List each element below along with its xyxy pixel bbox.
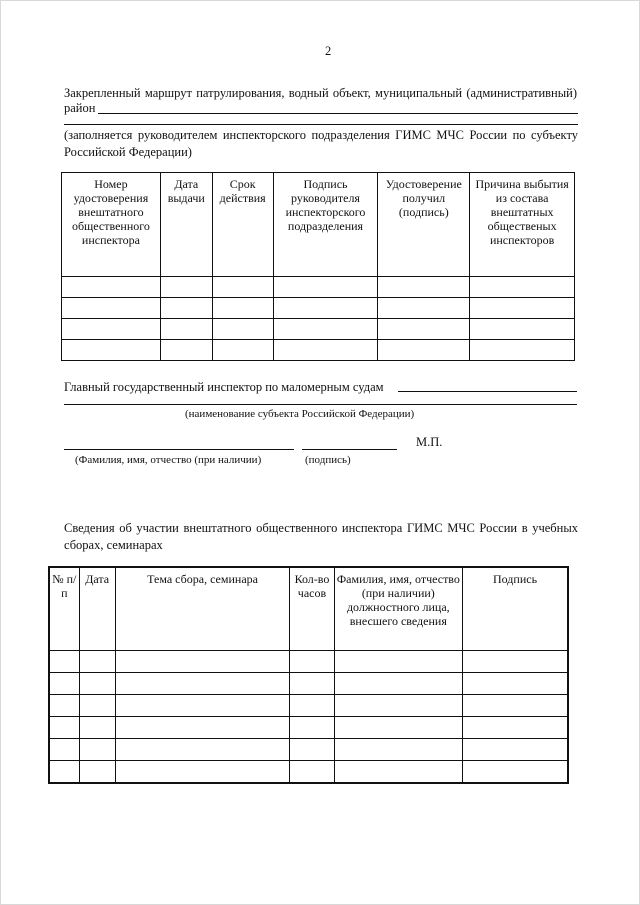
table-cell[interactable] [334, 673, 462, 695]
table-row [62, 298, 575, 319]
route-line-1: Закрепленный маршрут патрулирования, водный объект, муниципальный (административный) [64, 86, 577, 100]
page-number: 2 [325, 44, 332, 58]
table-cell[interactable] [290, 651, 334, 673]
signature-caption: (подпись) [305, 454, 351, 466]
header-row-number: № п/п [49, 567, 79, 651]
table-cell[interactable] [290, 695, 334, 717]
table-cell[interactable] [79, 761, 115, 784]
table-cell[interactable] [378, 319, 470, 340]
table-cell[interactable] [160, 319, 212, 340]
table-cell[interactable] [470, 340, 575, 361]
table-cell[interactable] [378, 340, 470, 361]
table-cell[interactable] [470, 298, 575, 319]
table-cell[interactable] [463, 651, 568, 673]
table-cell[interactable] [115, 673, 290, 695]
subject-name-field[interactable] [64, 404, 577, 405]
table-cell[interactable] [79, 739, 115, 761]
header-hours: Кол-во часов [290, 567, 334, 651]
table-cell[interactable] [62, 340, 161, 361]
table-cell[interactable] [49, 651, 79, 673]
table-cell[interactable] [334, 717, 462, 739]
header-issue-date: Дата выдачи [160, 173, 212, 277]
table-row [62, 319, 575, 340]
header-withdrawal-reason: Причина выбытия из состава внештатных общественых инспекторов [470, 173, 575, 277]
table-cell[interactable] [273, 298, 378, 319]
table-row [49, 673, 568, 695]
header-signature: Подпись [463, 567, 568, 651]
table-cell[interactable] [212, 340, 273, 361]
table-cell[interactable] [470, 277, 575, 298]
table-cell[interactable] [212, 298, 273, 319]
header-certificate-number: Номер удостоверения внештатного общественного инспектора [62, 173, 161, 277]
table-row [62, 340, 575, 361]
subject-name-caption: (наименование субъекта Российской Федерации) [185, 408, 415, 420]
table-row [49, 761, 568, 784]
table-cell[interactable] [79, 695, 115, 717]
table-cell[interactable] [79, 651, 115, 673]
chief-inspector-field[interactable] [398, 391, 577, 392]
table-cell[interactable] [273, 319, 378, 340]
table-cell[interactable] [470, 319, 575, 340]
table-cell[interactable] [115, 739, 290, 761]
table-cell[interactable] [160, 277, 212, 298]
training-line-2: сборах, семинарах [64, 538, 163, 552]
table-cell[interactable] [273, 340, 378, 361]
table-row [49, 695, 568, 717]
training-table-header [49, 567, 568, 651]
table-cell[interactable] [290, 739, 334, 761]
table-cell[interactable] [62, 298, 161, 319]
header-validity: Срок действия [212, 173, 273, 277]
table-cell[interactable] [290, 717, 334, 739]
table-cell[interactable] [115, 761, 290, 784]
route-extra-field[interactable] [64, 124, 578, 125]
table-cell[interactable] [49, 695, 79, 717]
table-cell[interactable] [115, 651, 290, 673]
table-cell[interactable] [273, 277, 378, 298]
header-date: Дата [79, 567, 115, 651]
table-cell[interactable] [62, 277, 161, 298]
table-cell[interactable] [49, 761, 79, 784]
table-cell[interactable] [463, 695, 568, 717]
table-cell[interactable] [115, 717, 290, 739]
table-cell[interactable] [49, 717, 79, 739]
table-cell[interactable] [290, 673, 334, 695]
header-topic: Тема сбора, семинара [115, 567, 290, 651]
training-line-1: Сведения об участии внештатного общественного инспектора ГИМС МЧС России в учебных [64, 521, 578, 535]
header-received-signature: Удостоверение получил (подпись) [378, 173, 470, 277]
training-table [48, 566, 569, 784]
table-cell[interactable] [463, 717, 568, 739]
table-cell[interactable] [334, 739, 462, 761]
table-cell[interactable] [334, 695, 462, 717]
table-row [49, 651, 568, 673]
table-cell[interactable] [334, 651, 462, 673]
stamp-place: М.П. [416, 435, 443, 449]
signature-field[interactable] [302, 449, 397, 450]
table-cell[interactable] [463, 761, 568, 784]
table-cell[interactable] [334, 761, 462, 784]
full-name-caption: (Фамилия, имя, отчество (при наличии) [75, 454, 262, 466]
table-cell[interactable] [290, 761, 334, 784]
route-district-field[interactable] [98, 113, 578, 114]
table-cell[interactable] [79, 673, 115, 695]
table-row [49, 717, 568, 739]
route-note-line-2: Российской Федерации) [64, 145, 192, 159]
table-cell[interactable] [463, 673, 568, 695]
header-official-name: Фамилия, имя, отчество (при наличии) должностного лица, внесшего сведения [334, 567, 462, 651]
header-head-signature: Подпись руководителя инспекторского подразделения [273, 173, 378, 277]
table-row [62, 277, 575, 298]
table-cell[interactable] [378, 298, 470, 319]
table-cell[interactable] [160, 340, 212, 361]
table-cell[interactable] [212, 277, 273, 298]
table-cell[interactable] [115, 695, 290, 717]
table-cell[interactable] [378, 277, 470, 298]
table-cell[interactable] [49, 739, 79, 761]
chief-inspector-label: Главный государственный инспектор по маломерным судам [64, 380, 384, 394]
route-note-line-1: (заполняется руководителем инспекторского подразделения ГИМС МЧС России по субъекту [64, 128, 578, 142]
table-cell[interactable] [49, 673, 79, 695]
route-district-label: район [64, 101, 96, 115]
table-cell[interactable] [463, 739, 568, 761]
table-row [49, 739, 568, 761]
table-cell[interactable] [212, 319, 273, 340]
table-cell[interactable] [160, 298, 212, 319]
certificate-table-header [62, 173, 575, 277]
table-cell[interactable] [62, 319, 161, 340]
table-cell[interactable] [79, 717, 115, 739]
certificate-table [61, 172, 575, 361]
full-name-field[interactable] [64, 449, 294, 450]
